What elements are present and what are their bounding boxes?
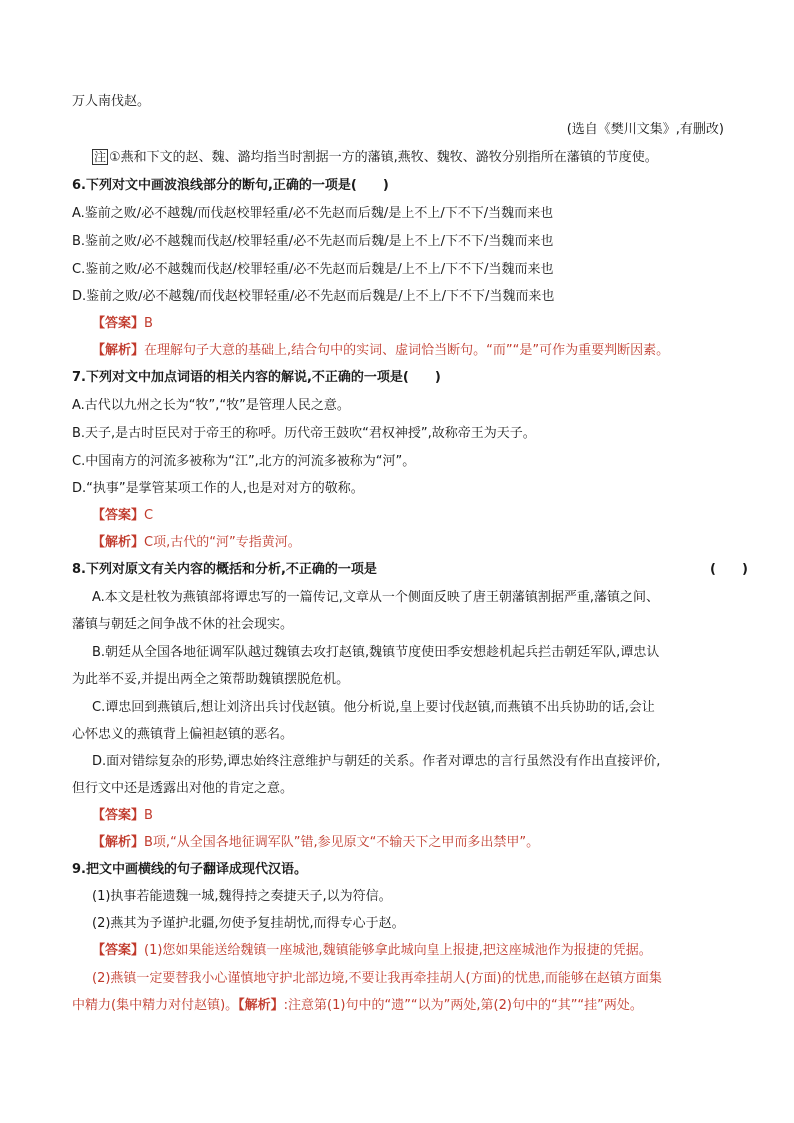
analysis-tag: 【解析】 [92, 535, 145, 550]
passage-source: (选自《樊川文集》,有删改) [566, 122, 724, 137]
q8-analysis [92, 833, 732, 853]
analysis-text: C项,古代的“河”专指黄河。 [144, 535, 301, 550]
answer-value: C [144, 508, 154, 523]
q6-option-c: C.鉴前之败/必不越魏而伐赵/校罪轻重/必不先赵而后魏是/上不上/下不下/当魏而来也 [72, 262, 554, 277]
analysis-tag: 【解析】 [238, 998, 284, 1013]
analysis-text: :注意第(1)句中的“遗”“以为”两处,第(2)句中的“其”“挂”两处。 [283, 998, 643, 1013]
q8-answer [92, 806, 732, 826]
note-text: ①燕和下文的赵、魏、潞均指当时割据一方的藩镇,燕牧、魏牧、潞牧分别指所在藩镇的节度使。 [109, 150, 658, 165]
analysis-text: B项,“从全国各地征调军队”错,参见原文“不输天下之甲而多出禁甲”。 [144, 835, 540, 850]
q6-option-b: B.鉴前之败/必不越魏而伐赵/校罪轻重/必不先赵而后魏/是上不上/下不下/当魏而来也 [72, 234, 554, 249]
answer-tag: 【答案】 [92, 808, 145, 823]
q6-analysis [92, 341, 732, 361]
analysis-tag: 【解析】 [92, 343, 145, 358]
q9-stem: 9.把文中画横线的句子翻译成现代汉语。 [72, 862, 307, 877]
answer-tag: 【答案】 [92, 316, 145, 331]
answer-tag: 【答案】 [92, 943, 145, 958]
q8-option-d-line1: D.面对错综复杂的形势,谭忠始终注意维护与朝廷的关系。作者对谭忠的言行虽然没有作出直接评价, [92, 754, 661, 769]
q8-stem [72, 560, 748, 580]
q6-option-a: A.鉴前之败/必不越魏/而伐赵校罪轻重/必不先赵而后魏/是上不上/下不下/当魏而来也 [72, 206, 554, 221]
q7-option-b: B.天子,是古时臣民对于帝王的称呼。历代帝王鼓吹“君权神授”,故称帝王为天子。 [72, 426, 536, 441]
analysis-text: 在理解句子大意的基础上,结合句中的实词、虚词恰当断句。“而”“是”可作为重要判断因素。 [144, 343, 670, 358]
passage-end-line: 万人南伐赵。 [72, 94, 151, 109]
q9-answer-2: (2)燕镇一定要替我小心谨慎地守护北部边境,不要让我再牵挂胡人(方面)的忧患,而能够在赵镇方面集 [92, 971, 662, 986]
q7-option-d: D.“执事”是掌管某项工作的人,也是对对方的敬称。 [72, 481, 364, 496]
q8-option-b-line2: 为此举不妥,并提出两全之策帮助魏镇摆脱危机。 [72, 672, 350, 687]
q7-analysis [92, 533, 732, 553]
q7-option-a: A.古代以九州之长为“牧”,“牧”是管理人民之意。 [72, 398, 350, 413]
q9-answer-2-cont [72, 996, 732, 1016]
answer-value: B [144, 316, 153, 331]
q9-item-1: (1)执事若能遗魏一城,魏得持之奏捷天子,以为符信。 [92, 889, 392, 904]
answer-value: B [144, 808, 153, 823]
q6-answer [92, 314, 732, 334]
q8-option-c-line2: 心怀忠义的燕镇背上偏袒赵镇的恶名。 [72, 727, 294, 742]
q8-answer-blank: ( ) [710, 562, 748, 577]
q7-stem: 7.下列对文中加点词语的相关内容的解说,不正确的一项是( ) [72, 370, 441, 385]
q9-item-2: (2)燕其为予谨护北疆,勿使予复挂胡忧,而得专心于赵。 [92, 916, 405, 931]
answer-tag: 【答案】 [92, 508, 145, 523]
q8-option-b-line1: B.朝廷从全国各地征调军队越过魏镇去攻打赵镇,魏镇节度使田季安想趁机起兵拦击朝廷军队,谭忠认 [92, 645, 660, 660]
analysis-tag: 【解析】 [92, 835, 145, 850]
q6-option-d: D.鉴前之败/必不越魏/而伐赵校罪轻重/必不先赵而后魏是/上不上/下不下/当魏而来也 [72, 289, 555, 304]
q7-option-c: C.中国南方的河流多被称为“江”,北方的河流多被称为“河”。 [72, 454, 416, 469]
q8-option-c-line1: C.谭忠回到燕镇后,想让刘济出兵讨伐赵镇。他分析说,皇上要讨伐赵镇,而燕镇不出兵协助的话,会让 [92, 700, 655, 715]
answer-text-1: (1)您如果能送给魏镇一座城池,魏镇能够拿此城向皇上报捷,把这座城池作为报捷的凭据。 [144, 943, 652, 958]
passage-note [92, 148, 732, 168]
q8-option-d-line2: 但行文中还是透露出对他的肯定之意。 [72, 781, 294, 796]
q9-answer-1 [92, 941, 732, 961]
note-tag: 注 [94, 150, 107, 164]
q8-option-a-line2: 藩镇与朝廷之间争战不休的社会现实。 [72, 617, 294, 632]
answer-text-2-cont: 中精力(集中精力对付赵镇)。 [72, 998, 239, 1013]
q8-stem-text: 8.下列对原文有关内容的概括和分析,不正确的一项是 [72, 562, 377, 577]
q8-option-a-line1: A.本文是杜牧为燕镇部将谭忠写的一篇传记,文章从一个侧面反映了唐王朝藩镇割据严重,藩镇之间、 [92, 590, 660, 605]
q7-answer [92, 506, 732, 526]
q6-stem: 6.下列对文中画波浪线部分的断句,正确的一项是( ) [72, 178, 389, 193]
